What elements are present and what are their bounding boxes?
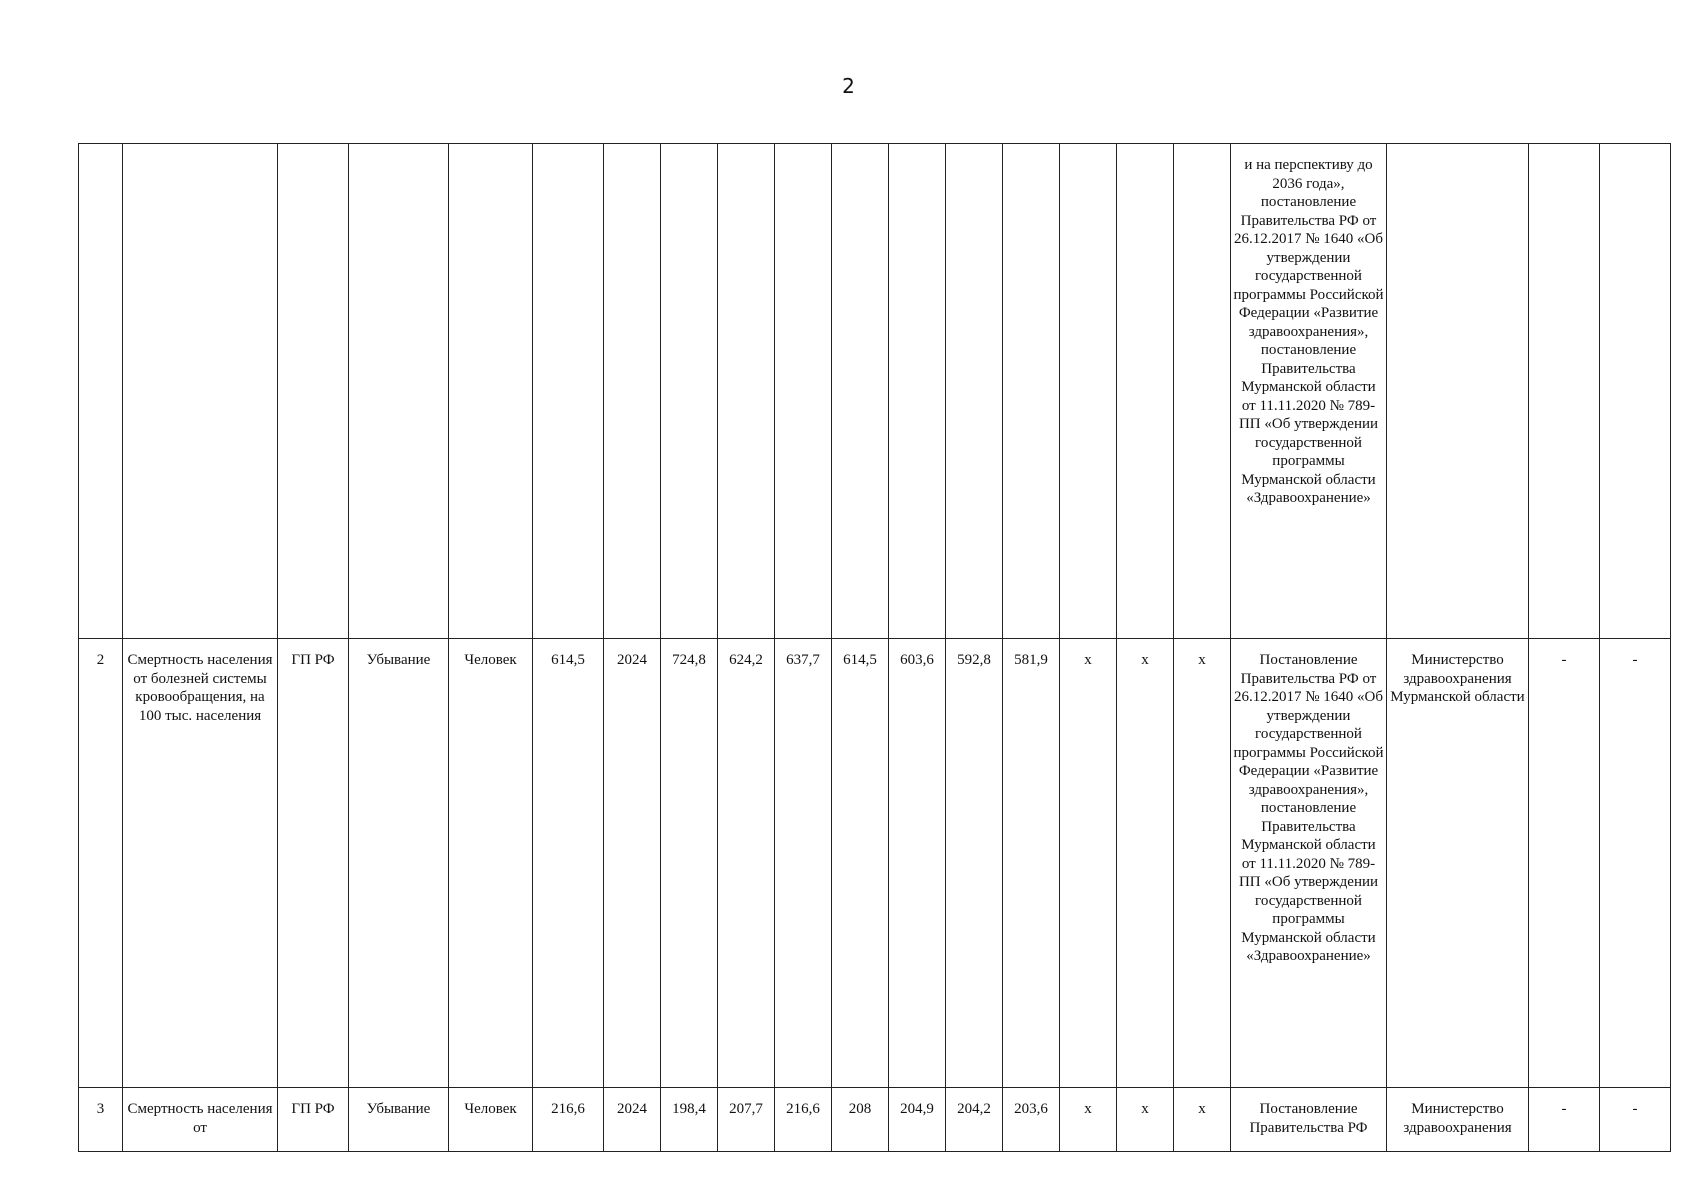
responsible-body bbox=[1387, 144, 1529, 639]
link-cell: - bbox=[1600, 1088, 1671, 1152]
value-cell: х bbox=[1174, 1088, 1231, 1152]
value-cell bbox=[946, 144, 1003, 639]
value-cell bbox=[661, 144, 718, 639]
base-year: 2024 bbox=[604, 1088, 661, 1152]
value-cell bbox=[1003, 144, 1060, 639]
base-value bbox=[533, 144, 604, 639]
value-cell bbox=[1060, 144, 1117, 639]
legal-documents: Постановление Правительства РФ bbox=[1231, 1088, 1387, 1152]
link-cell: - bbox=[1529, 1088, 1600, 1152]
value-cell: 204,9 bbox=[889, 1088, 946, 1152]
base-value: 614,5 bbox=[533, 639, 604, 1088]
table-row bbox=[79, 1088, 1671, 1152]
value-cell: х bbox=[1174, 639, 1231, 1088]
indicator-trend: Убывание bbox=[349, 1088, 449, 1152]
value-cell bbox=[1117, 144, 1174, 639]
indicator-level bbox=[278, 144, 349, 639]
row-number bbox=[79, 144, 123, 639]
responsible-body: Министерство здравоохранения Мурманской области bbox=[1387, 639, 1529, 1088]
row-number: 3 bbox=[79, 1088, 123, 1152]
indicator-name: Смертность населения от болезней системы кровообращения, на 100 тыс. населения bbox=[123, 639, 278, 1088]
value-cell: 581,9 bbox=[1003, 639, 1060, 1088]
legal-documents: Постановление Правительства РФ от 26.12.2017 № 1640 «Об утверждении государственной программы Российской Федерации «Развитие здравоохранения», постановление Правительства Мурманской области от 11.11.2020 № 789-ПП «Об утверждении государственной программы Мурманской области «Здравоохранение» bbox=[1231, 639, 1387, 1088]
base-year bbox=[604, 144, 661, 639]
value-cell: 208 bbox=[832, 1088, 889, 1152]
value-cell: 724,8 bbox=[661, 639, 718, 1088]
indicator-unit bbox=[449, 144, 533, 639]
indicator-level: ГП РФ bbox=[278, 1088, 349, 1152]
value-cell: 614,5 bbox=[832, 639, 889, 1088]
value-cell: х bbox=[1060, 1088, 1117, 1152]
value-cell: 603,6 bbox=[889, 639, 946, 1088]
value-cell bbox=[775, 144, 832, 639]
value-cell: 624,2 bbox=[718, 639, 775, 1088]
link-cell: - bbox=[1529, 639, 1600, 1088]
page-number: 2 bbox=[842, 74, 855, 98]
indicator-name bbox=[123, 144, 278, 639]
link-cell bbox=[1529, 144, 1600, 639]
value-cell bbox=[832, 144, 889, 639]
base-value: 216,6 bbox=[533, 1088, 604, 1152]
base-year: 2024 bbox=[604, 639, 661, 1088]
value-cell: 216,6 bbox=[775, 1088, 832, 1152]
indicator-trend: Убывание bbox=[349, 639, 449, 1088]
link-cell bbox=[1600, 144, 1671, 639]
table-row bbox=[79, 639, 1671, 1088]
link-cell: - bbox=[1600, 639, 1671, 1088]
value-cell: 207,7 bbox=[718, 1088, 775, 1152]
value-cell bbox=[889, 144, 946, 639]
value-cell: 592,8 bbox=[946, 639, 1003, 1088]
value-cell: 637,7 bbox=[775, 639, 832, 1088]
indicators-table bbox=[78, 143, 1671, 1152]
indicator-trend bbox=[349, 144, 449, 639]
value-cell: 203,6 bbox=[1003, 1088, 1060, 1152]
indicator-unit: Человек bbox=[449, 1088, 533, 1152]
legal-documents: и на перспективу до 2036 года», постановление Правительства РФ от 26.12.2017 № 1640 «Об утверждении государственной программы Российской Федерации «Развитие здравоохранения», постановление Правительства Мурманской области от 11.11.2020 № 789-ПП «Об утверждении государственной программы Мурманской области «Здравоохранение» bbox=[1231, 144, 1387, 639]
table-row bbox=[79, 144, 1671, 639]
responsible-body: Министерство здравоохранения bbox=[1387, 1088, 1529, 1152]
indicator-unit: Человек bbox=[449, 639, 533, 1088]
value-cell: х bbox=[1117, 639, 1174, 1088]
row-number: 2 bbox=[79, 639, 123, 1088]
value-cell bbox=[1174, 144, 1231, 639]
value-cell bbox=[718, 144, 775, 639]
indicator-level: ГП РФ bbox=[278, 639, 349, 1088]
value-cell: х bbox=[1060, 639, 1117, 1088]
indicator-name: Смертность населения от bbox=[123, 1088, 278, 1152]
value-cell: 204,2 bbox=[946, 1088, 1003, 1152]
value-cell: 198,4 bbox=[661, 1088, 718, 1152]
value-cell: х bbox=[1117, 1088, 1174, 1152]
